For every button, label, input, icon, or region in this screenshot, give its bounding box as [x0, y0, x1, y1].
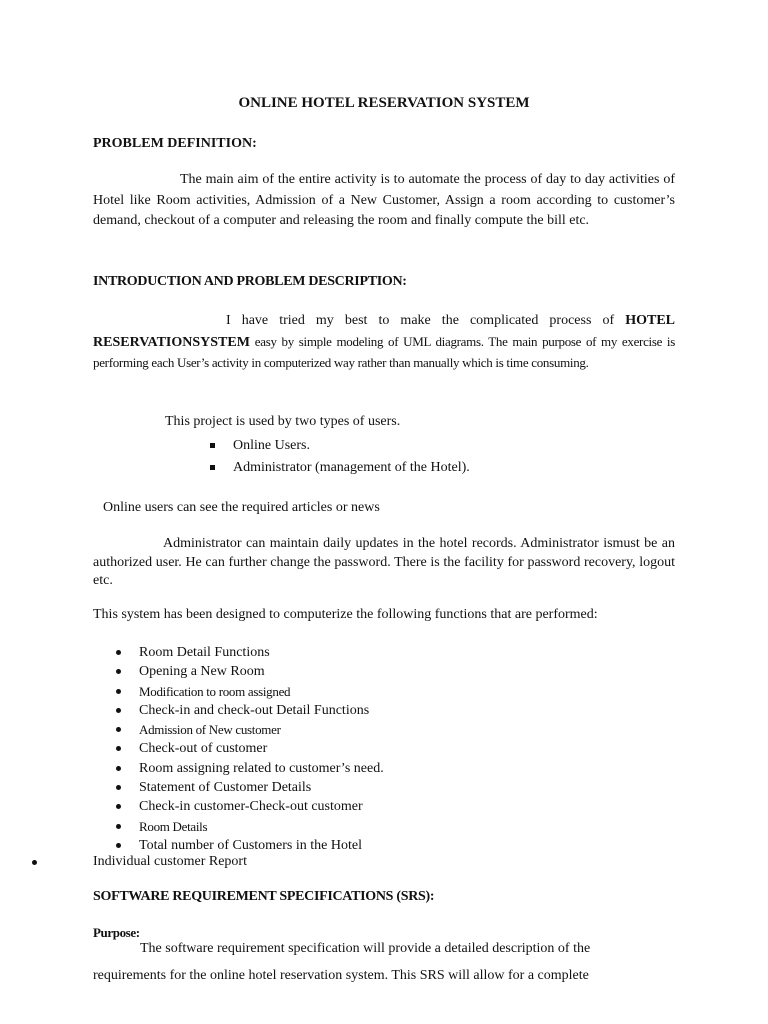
- list-item: [116, 643, 384, 662]
- introduction-text-end: easy by simple modeling of UML diagrams. The main purpose of my exercise is performing each User’s activity in computerized way rather than manually which is time consuming.: [93, 333, 675, 370]
- list-item: [210, 435, 470, 457]
- list-item: [116, 778, 384, 797]
- list-item-label: Room Detail Functions: [139, 645, 270, 660]
- list-item-label: Room Details: [139, 818, 208, 834]
- list-item: [116, 682, 384, 701]
- introduction-text-bold: HOTEL RESERVATIONSYSTEM: [93, 313, 675, 350]
- round-bullet-icon: [32, 860, 37, 865]
- list-item: [116, 817, 384, 836]
- round-bullet-icon: [116, 785, 121, 790]
- list-item-label: Statement of Customer Details: [139, 780, 312, 796]
- functions-list: [116, 643, 384, 855]
- purpose-text-line-2: requirements for the online hotel reservation system. This SRS will allow for a complete: [93, 968, 589, 983]
- round-bullet-icon: [116, 843, 121, 848]
- round-bullet-icon: [116, 669, 121, 674]
- round-bullet-icon: [116, 824, 121, 829]
- round-bullet-icon: [116, 708, 121, 713]
- last-function-item: Individual customer Report: [93, 854, 247, 869]
- list-item: [116, 701, 384, 720]
- list-item: [116, 797, 384, 816]
- list-item-label: Administrator (management of the Hotel).: [233, 460, 470, 475]
- purpose-heading: Purpose:: [93, 925, 140, 940]
- introduction-heading: INTRODUCTION AND PROBLEM DESCRIPTION:: [93, 274, 407, 289]
- list-item-label: Online Users.: [233, 438, 310, 453]
- list-item-label: Check-in customer-Check-out customer: [139, 799, 363, 815]
- introduction-text: [93, 311, 675, 375]
- list-item-label: Opening a New Room: [139, 664, 265, 680]
- round-bullet-icon: [116, 727, 121, 732]
- introduction-text-start: I have tried my best to make the complicated process of: [226, 313, 626, 328]
- round-bullet-icon: [116, 804, 121, 809]
- list-item-label: Room assigning related to customer’s need.: [139, 760, 384, 776]
- round-bullet-icon: [116, 766, 121, 771]
- list-item: [116, 662, 384, 681]
- list-item-label: Check-in and check-out Detail Functions: [139, 702, 370, 718]
- list-item: [116, 759, 384, 778]
- list-item-label: Check-out of customer: [139, 741, 268, 757]
- problem-definition-heading: PROBLEM DEFINITION:: [93, 136, 257, 151]
- document-title: ONLINE HOTEL RESERVATION SYSTEM: [238, 95, 530, 111]
- list-item: [116, 836, 384, 855]
- list-item-label: Total number of Customers in the Hotel: [139, 837, 362, 853]
- round-bullet-icon: [116, 689, 121, 694]
- online-users-text: Online users can see the required articles or news: [103, 500, 380, 515]
- purpose-text-line-1: The software requirement specification will provide a detailed description of the: [140, 941, 591, 956]
- list-item-label: Admission of New customer: [139, 722, 281, 738]
- round-bullet-icon: [116, 650, 121, 655]
- problem-definition-text: The main aim of the entire activity is to automate the process of day to day activities of Hotel like Room activities, Admission of a New Customer, Assign a room according to customer’s demand, checkout of a computer and releasing the room and finally compute the bill etc.: [93, 172, 675, 228]
- square-bullet-icon: [210, 465, 215, 470]
- user-types-list: [210, 435, 470, 479]
- users-intro: This project is used by two types of users.: [165, 414, 401, 429]
- list-item: [116, 739, 384, 758]
- list-item: [116, 720, 384, 739]
- square-bullet-icon: [210, 443, 215, 448]
- srs-heading: SOFTWARE REQUIREMENT SPECIFICATIONS (SRS):: [93, 889, 435, 904]
- list-item-label: Modification to room assigned: [139, 683, 291, 699]
- round-bullet-icon: [116, 746, 121, 751]
- list-item: [210, 457, 470, 479]
- functions-intro: This system has been designed to computerize the following functions that are performed:: [93, 607, 598, 622]
- administrator-text: Administrator can maintain daily updates in the hotel records. Administrator ismust be an authorized user. He can further change the password. There is the facility for password recovery, logout etc.: [93, 536, 675, 588]
